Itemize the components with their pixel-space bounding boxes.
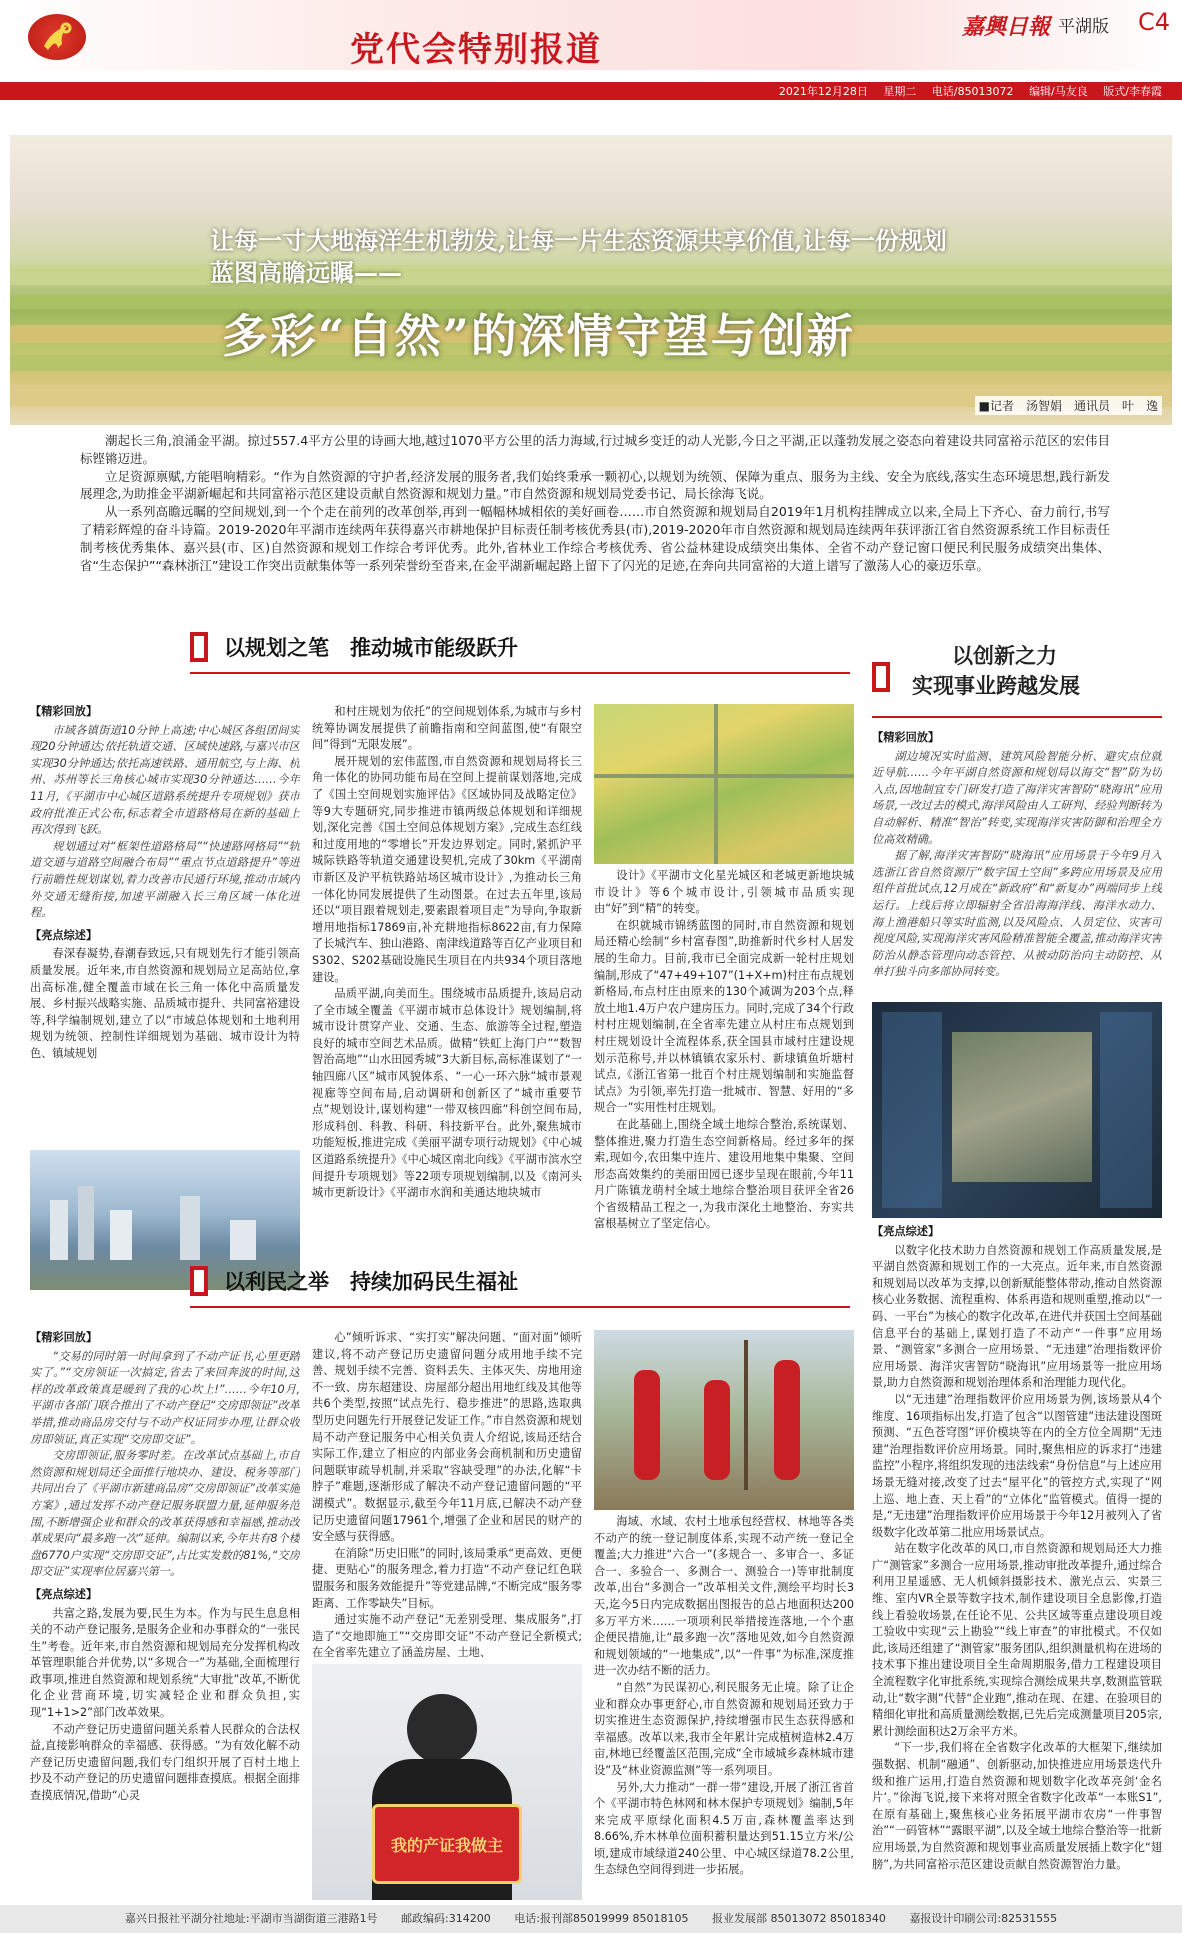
road-line <box>714 704 718 864</box>
article-paragraph: 在消除“历史旧账”的同时,该局秉承“更高效、更便捷、更贴心”的服务理念,着力打造“不动产登记红色联盟服务和服务效能提升”等党建品牌,“不断完成“服务零距离、工作零缺失”目标。 <box>312 1546 582 1610</box>
building-shape <box>78 1186 94 1260</box>
article-paragraph: 和村庄规划为依托”的空间规划体系,为城市与乡村统筹协调发展提供了前瞻指南和空间蓝图,使“有限空间”得到“无限发展”。 <box>312 705 582 752</box>
section2-heading: 以利民之举 持续加码民生福祉 <box>224 1269 518 1294</box>
road-line <box>594 774 854 778</box>
section1-col3 <box>594 868 854 1304</box>
person-head <box>407 1694 477 1764</box>
intro-paragraph: 从一系列高瞻远瞩的空间规划,到一个个走在前列的改革创举,再到一幅幅林城相依的美好画卷……市自然资源和规划局自2019年1月机构挂牌成立以来,全局上下齐心、奋力前行,书写了精彩辉煌的奋斗诗篇。2019-2020年平湖市连续两年获得嘉兴市耕地保护目标责任制考核优秀县(市),2019-2020年市自然资源和规划局连续两年获评浙江省自然资源系统工作目标责任制考核优秀集体、嘉兴县(市、区)自然资源和规划工作综合考评优秀。此外,省林业工作综合考核优秀、省公益林建设成绩突出集体、全省不动产登记窗口便民利民服务成绩突出集体、省“生态保护”“森林浙江”建设工作突出贡献集体等一系列荣誉纷至沓来,在金平湖新崛起路上留下了闪光的足迹,在奔向共同富裕的大道上谱写了激荡人心的豪迈乐章。 <box>80 504 1110 573</box>
section1-col2 <box>312 704 582 1304</box>
page-footer <box>0 1905 1182 1933</box>
intro-text <box>80 432 1110 574</box>
section-title: 党代会特别报道 <box>350 30 602 70</box>
marker-inner <box>876 666 886 688</box>
section2-col2 <box>312 1330 582 1660</box>
paper-logo: 嘉興日報 <box>962 14 1051 40</box>
building-shape <box>50 1200 68 1260</box>
farmland-aerial-photo <box>594 704 854 864</box>
issue-editor: 编辑/马友良 <box>1029 85 1088 98</box>
section-marker-icon <box>190 632 208 662</box>
article-paragraph: 海域、水域、农村土地承包经营权、林地等各类不动产的统一登记制度体系,实现不动产统一登记全覆盖;大力推进“六合一”(多规合一、多审合一、多证合一、多验合一、多测合一、测验合一)等审批制度改革,出台“多测合一”改革相关文件,测绘平均时长3天,迄今5日内完成数据出图报告的总占地面积达200多万平方米……一项项利民举措接连落地,一个个惠企便民措施,让“最多跑一次”落地见效,如今自然资源和规划领域的“一地集成”,以“一件事”为标准,深度推进一次办结不断的活力。 <box>594 1515 854 1678</box>
intro-paragraph: 潮起长三角,浪涌金平湖。掠过557.4平方公里的诗画大地,越过1070平方公里的活力海域,行过城乡变迁的动人光影,今日之平湖,正以蓬勃发展之姿态向着建设共同富裕示范区的宏伟目标铿锵迈进。 <box>80 433 1110 466</box>
volunteer-figure <box>634 1370 660 1480</box>
footer-phone: 电话:报刊部85019999 85018105 <box>514 1912 689 1925</box>
volunteer-figure <box>704 1380 730 1480</box>
section1-col1 <box>30 704 300 1144</box>
article-paragraph: 在织就城市锦绣蓝图的同时,市自然资源和规划局还精心绘制“乡村富春图”,助推新时代乡村人居发展的生命力。目前,我市已全面完成新一轮村庄规划编制,形成了“47+49+107”(1+X+m)村庄布点规划新格局,布点村庄由原来的130个减调为203个点,释放土地1.4万户农户建房压力。同时,完成了34个行政村村庄规划编制,在全省率先建立从村庄布点规划到村庄规划设计全流程体系,获全国县市域村庄建设规划示范称号,并以林镇镇农家乐村、新埭镇鱼圻塘村试点,《浙江省第一批百个村庄规划编制和实施监督试点》为引领,率先打造一批城市、智慧、好用的“多规合一”实用性村庄规划。 <box>594 918 854 1115</box>
points-title: 【亮点综述】 <box>872 1225 940 1238</box>
section3-heading-2: 实现事业跨越发展 <box>912 673 1080 698</box>
article-paragraph: 通过实施不动产登记“无差别受理、集成服务”,打造了“交地即施工”“交房即交证”不动产登记全新模式;在全省率先建立了涵盖房屋、土地、 <box>312 1613 582 1660</box>
article-paragraph: 以数字化技术助力自然资源和规划工作高质量发展,是平湖自然资源和规划工作的一大亮点。近年来,市自然资源和规划局以改革为支撑,以创新赋能整体带动,推动自然资源核心业务数据、流程重构、体系再造和规则重塑,推动以“一码、一平台”为核心的数字化改革,在进代并获国土空间基础信息平台的基础上,谋划打造了不动产“一件事”应用场景、“测管家”多测合一应用场景、“无违建”治理指数评价应用场景、海洋灾害智防“晓海讯”应用场景等一批应用场景,助力自然资源和规划治理体系和治理能力现代化。 <box>872 1243 1162 1390</box>
certificate-holder-photo <box>312 1664 582 1900</box>
section3-heading-1: 以创新之力 <box>952 643 1057 668</box>
screen-panel <box>882 1012 942 1208</box>
section3-rule <box>872 716 1162 718</box>
footer-postcode: 邮政编码:314200 <box>401 1912 491 1925</box>
certificate-sign: 我的产证我做主 <box>372 1804 522 1884</box>
screen-map <box>952 1032 1092 1182</box>
article-paragraph: 在此基础上,围绕全域土地综合整治,系统谋划、整体推进,聚力打造生态空间新格局。经过多年的探索,现如今,农田集中连片、建设用地集中集聚、空间形态高效集约的美丽田园已逐步呈现在眼前,今年11月广陈镇龙萌村全域土地综合整治项目获评全省26个省级精品工程之一,为我市深化土地整治、夯实共富根基树立了坚定信心。 <box>594 1117 854 1231</box>
article-paragraph: “下一步,我们将在全省数字化改革的大框架下,继续加强数据、机制“融通”、创新驱动,加快推进应用场景迭代升级和推广运用,打造自然资源和规划数字化改革亮剑‘金名片’。”徐海飞说,接下来将对照全省数字化改革“一本账S1”,在原有基础上,聚焦核心业务拓展平湖市农房“一件事智治”“一码管林”“露眼平湖”,以及全域土地综合整治等一批新应用场景,为自然资源和规划事业高质量发展插上数字化“翅膀”,为共同富裕示范区建设贡献自然资源智治力量。 <box>872 1741 1162 1871</box>
points-title: 【亮点综述】 <box>30 928 98 942</box>
article-paragraph: 以“无违建”治理指数评价应用场景为例,该场景从4个维度、16项指标出发,打造了包含“以图管建”违法建设图斑预测、“五色苍穹图”评价模块等在内的全方位全周期“无违建”治理指数评价应用场景。同时,聚焦相应的诉求打“违建监控”小程序,将组织发现的违法线索“身份信息”与上述应用场景无缝对接,改变了过去“屋平化”的管控方式,实现了“网上巡、地上查、天上看”的“立体化”监管模式。值得一提的是,“无违建”治理指数评价应用场景于今年12月被列入了省级数字化改革第二批应用场景试点。 <box>872 1392 1162 1539</box>
section-marker-icon <box>872 662 890 692</box>
section2-header <box>190 1266 850 1302</box>
building-shape <box>230 1220 256 1260</box>
party-emblem-icon <box>28 14 86 60</box>
intro-paragraph: 立足资源禀赋,方能唱响精彩。“作为自然资源的守护者,经济发展的服务者,我们始终秉承一颗初心,以规划为统领、保障为重点、服务为主线、安全为底线,落实生态环境思想,践行新发展理念,为助推金平湖新崛起和共同富裕示范区建设贡献自然资源和规划力量。”市自然资源和规划局党委书记、局长徐海飞说。 <box>80 468 1110 502</box>
issue-designer: 版式/李春霞 <box>1103 85 1162 98</box>
digital-map-screen <box>872 1002 1162 1218</box>
article-paragraph: 品质平湖,向美而生。围绕城市品质提升,该局启动了全市域全覆盖《平湖市城市总体设计》规划编制,将城市设计贯穿产业、交通、生态、旅游等全过程,塑造良好的城市空间艺术品质。做精“铁虹上海门户”“数智智治高地”“山水田园秀城”3大新目标,高标准谋划了“一轴四廊八区”城市风貌体系、“一心一环六脉”城市景观视廊等空间布局,启动调研和创新区了“城市重要节点”规划设计,谋划构建“一带双核四廊”科创空间布局,形成科创、科教、科研、科技新平台。此外,聚焦城市功能短板,推进完成《美丽平湖专项行动规划》《中心城区道路系统提升》《中心城区南北向线》《平湖市滨水空间提升专项规划》等22项专项规划编制,以及《南河头城市更新设计》《平湖市水润和美通达地块城市 <box>312 987 582 1200</box>
highlight-box-text: 湖边境况实时监测、建筑风险智能分析、避灾点位就近导航……今年平湖自然资源和规划局以海交“智”防为切入点,因地制宜专门研发打造了海洋灾害智防“晓海讯”应用场景,一改过去的模式,海洋风险由人工研判、经验判断转为自动解析、精准“智治”转变,实现海洋灾害防御和治理全方位高效精确。 <box>872 749 1162 846</box>
info-bar-text <box>767 83 1162 99</box>
section2-col3 <box>594 1514 854 1900</box>
article-paragraph: 共富之路,发展为要,民生为本。作为与民生息息相关的不动产登记服务,是服务企业和办事群众的“一张民生”考卷。近年来,市自然资源和规划局充分发挥机构改革管理职能合并优势,以“多规合一”为基础,全面梳理行政事项,推进自然资源和规划系统“大审批”改革,不断优化企业营商环境,切实减轻企业和群众负担,实现“1+1>2”部门改革效果。 <box>30 1606 300 1720</box>
section3-body <box>872 1224 1162 1900</box>
section-marker-icon <box>190 1266 208 1296</box>
tree-trunk <box>744 1340 748 1490</box>
article-paragraph: 站在数字化改革的风口,市自然资源和规划局还大力推广“测管家”多测合一应用场景,推动审批改革提升,通过综合利用卫星遥感、无人机倾斜摄影技术、激光点云、实景三维、室内VR全景等数字技术,制作建设项目全息影像,打造线上看验收场景,在任论不见、公共区域等重点建设项目竣工验收中实现“云上勘验”“线上审查”的审批模式。不仅如此,该局还组建了“测管家”服务团队,组织测量机构在进场的技术事下推出建设项目全生命周期服务,借力工程建设项目全流程数字化审批系统,实现综合测绘成果共享,数测监管联动,让“数字测”代替“企业跑”,推动在现、在建、在验项目的精细化审批和高质量测绘数据,已先后完成测量项目205宗,累计测绘面积达2万余平方米。 <box>872 1542 1162 1738</box>
highlight-box-text: 交房即领证,服务零时差。在改革试点基础上,市自然资源和规划局还全面推行地块办、建设、税务等部门共同出台了《平湖市新建商品房“交房即领证”改革实施方案》,通过发挥不动产登记服务联盟力量,延伸服务范围,不断增强企业和群众的改革获得感和幸福感,推动改革成果向“最多跑一次”延伸。编制以来,今年共有8个楼盘6770户实现“交房即交证”,占比实发数的81%,“交房即交证”实现率位居嘉兴第一。 <box>30 1449 300 1579</box>
article-paragraph: 春深春凝势,春潮春致远,只有规划先行才能引领高质量发展。近年来,市自然资源和规划局立足高站位,拿出高标准,健全覆盖市域在长三角一体化中高质量发展、乡村振兴战略实施、品质城市提升、共同富裕建设等,科学编制规划,建立了以“市域总体规划和土地利用规划为统领、控制性详细规划为基础、城市设计为特色、镇域规划 <box>30 947 300 1060</box>
highlight-box-title: 【精彩回放】 <box>30 1331 98 1344</box>
article-paragraph: 设计》《平湖市文化星光城区和老城更新地块城市设计》等6个城市设计,引领城市品质实现由“好”到“精”的转变。 <box>594 869 854 916</box>
article-paragraph: 不动产登记历史遗留问题关系着人民群众的合法权益,直接影响群众的幸福感、获得感。“为有效化解不动产登记历史遗留问题,我们专门组织开展了百村土地上抄及不动产登记的历史遗留问题排查摸底。根据全面排查摸底情况,借助“心灵 <box>30 1722 300 1803</box>
highlight-box-title: 【精彩回放】 <box>872 731 940 744</box>
hero-subtitle: 让每一寸大地海洋生机勃发,让每一片生态资源共享价值,让每一份规划蓝图高瞻远瞩—— <box>210 226 947 287</box>
issue-weekday: 星期二 <box>883 85 917 98</box>
article-paragraph: 另外,大力推动“一群一带”建设,开展了浙江省首个《平湖市特色林网和林木保护专项规划》编制,5年来完成平原绿化面积4.5万亩,森林覆盖率达到8.66%,乔木林单位面积蓄积量达到51.15立方米/公顷,建成市域绿道240公里、中心城区绿道78.2公里,生态绿色空间得到进一步拓展。 <box>594 1780 854 1877</box>
section3-header <box>872 640 1162 710</box>
highlight-box-text: 规划通过对“框架性道路格局”“快速路网格局”“轨道交通与道路空间融合布局”“重点节点道路提升”等进行前瞻性规划谋划,着力改善市民通行环境,推动市域内外交通无缝衔接,加速平湖融入长三角区域一体化进程。 <box>30 839 300 920</box>
highlight-box-title: 【精彩回放】 <box>30 705 98 718</box>
issue-phone: 电话/85013072 <box>931 85 1014 98</box>
highlight-box-text: 市域各镇街道10分钟上高速;中心城区各组团间实现20分钟通达;依托轨道交通、区域快速路,与嘉兴市区实现30分钟通达;依托高速铁路、通用航空,与上海、杭州、苏州等长三角核心城市实现30分钟通达……今年11月,《平湖市中心城区道路系统提升专项规划》获市政府批准正式公布,标志着全市道路格局在新的基础上再次得到飞跃。 <box>30 723 300 837</box>
edition-label: 平湖版 <box>1058 17 1109 37</box>
building-shape <box>110 1210 132 1260</box>
building-shape <box>180 1196 200 1260</box>
byline: ■记者 汤智娟 通讯员 叶 逸 <box>975 396 1162 415</box>
section2-col1 <box>30 1330 300 1900</box>
section1-rule <box>190 672 850 674</box>
article-paragraph: “自然”为民谋初心,利民服务无止境。除了让企业和群众办事更舒心,市自然资源和规划局还致力于切实推进生态资源保护,持续增强市民生态获得感和幸福感。改革以来,我市全年累计完成植树造林2.4万亩,林地已经覆盖区范围,完成“全市域城乡森林城市建设”及“林业资源监测”等一系列项目。 <box>594 1680 854 1777</box>
issue-date: 2021年12月28日 <box>778 85 868 98</box>
points-title: 【亮点综述】 <box>30 1587 98 1601</box>
article-paragraph: 展开规划的宏伟蓝图,市自然资源和规划局将长三角一体化的协同功能布局在空间上提前谋划落地,完成了《国土空间规划实施评估》《区域协同及战略定位》等9大专题研究,同步推进市镇两级总体规划和详细规划,深化完善《国土空间总体规划方案》,完成生态红线和过度用地的“零增长”开发边界划定。同时,紧抓沪平城际铁路等轨道交通建设契机,完成了30km《平湖南市新区及沪平杭铁路站场区城市设计》,为推动长三角一体化协同发展提供了生动图景。在过去五年里,该局还以“项目跟着规划走,要素跟着项目走”为导向,争取新增用地指标17869亩,补充耕地指标8622亩,有力保障了长城汽车、独山港路、南津线道路等百亿产业项目和S302、S202基础设施民生项目在内共934个项目落地建设。 <box>312 754 582 984</box>
section1-header <box>190 632 850 668</box>
footer-ads: 报业发展部 85013072 85018340 <box>711 1912 886 1925</box>
tree-planting-photo <box>594 1330 854 1510</box>
screen-panel <box>1100 1012 1152 1208</box>
page-number: C4 <box>1138 8 1171 36</box>
highlight-box-text: “交易的同时第一时间拿到了不动产证书,心里更踏实了。”“交房领证一次搞定,省去了来回奔波的时间,这样的改革政策真是暖到了我的心坎上!”……今年10月,平湖市各部门联合推出了不动产登记“交房即领证”改革举措,推动商品房交付与不动产权证同步办理,让群众收房即领证,真正实现“交房即交证”。 <box>30 1349 300 1446</box>
volunteer-figure <box>774 1360 800 1480</box>
section1-heading: 以规划之笔 推动城市能级跃升 <box>224 635 518 660</box>
footer-address: 嘉兴日报社平湖分社地址:平湖市当湖街道三港路1号 <box>124 1912 378 1925</box>
hero-title: 多彩“自然”的深情守望与创新 <box>222 309 855 363</box>
section2-rule <box>190 1306 850 1308</box>
section3-box <box>872 730 1162 998</box>
footer-design: 嘉报设计印刷公司:82531555 <box>909 1912 1058 1925</box>
article-paragraph: 心”倾听诉求、“实打实”解决问题、“面对面”倾听建议,将不动产登记历史遗留问题分成用地手续不完善、规划手续不完善、资料丢失、主体灭失、房地用途不一致、房东超建设、房屋部分超出用地红线及其他等共6个类型,按照“试点先行、稳步推进”的思路,选取典型历史问题先行开展登记发证工作。”市自然资源和规划局不动产登记服务中心相关负责人介绍说,该局还结合实际工作,建立了相应的内部业务会商机制和历史遗留问题联审疏导机制,并采取“容缺受理”的办法,化解“卡脖子”难题,逐渐形成了解决不动产登记遗留问题的“平湖模式”。数据显示,截至今年11月底,已解决不动产登记历史遗留问题17961个,增强了企业和居民的财产的安全感与获得感。 <box>312 1331 582 1544</box>
highlight-box-text: 据了解,海洋灾害智防“晓海讯”应用场景于今年9月入选浙江省自然资源厅“数字国土空间”多跨应用场景及应用组件首批试点,12月成在“新政府”和“新复办”两端同步上线运行。上线后将立即辐射全省沿海海洋线、海洋水动力、海上渔港船只等实时监测,以及风险点、人员定位、灾害可视度风险,实现海洋灾害风险精准智能全覆盖,推动海洋灾害防治从静态管理向动态管控、从被动防治向主动防控、从单打独斗向多部协同转变。 <box>872 849 1162 979</box>
